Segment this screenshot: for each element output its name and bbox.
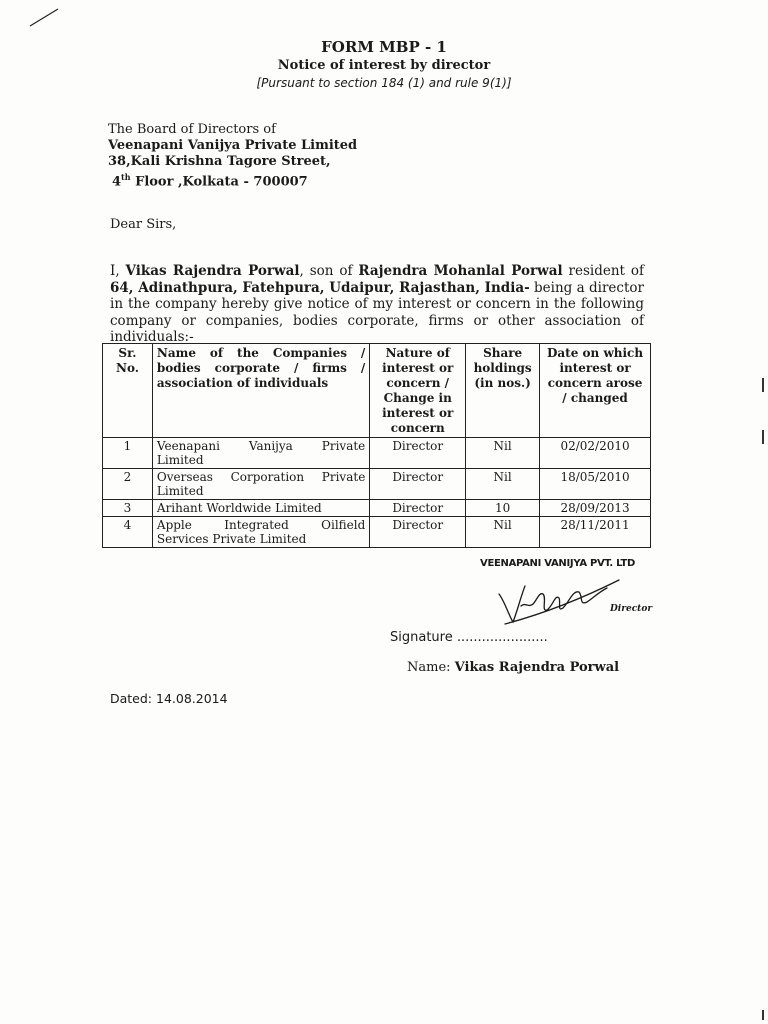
cell-date: 28/11/2011 [540,517,651,548]
company-stamp: VEENAPANI VANIJYA PVT. LTD [480,558,636,569]
name-line: Name: Vikas Rajendra Porwal [407,660,620,675]
cell-sr: 1 [103,438,153,469]
stamp-role: Director [610,604,653,614]
address-floor: 4th Floor ,Kolkata - 700007 [112,172,308,190]
col-header-name: Name of the Companies / bodies corporate / firms / association of individuals [152,344,369,438]
cell-sr: 2 [103,469,153,500]
cell-shares: Nil [466,438,540,469]
signature-label: Signature ...................... [390,630,548,645]
cell-name: Arihant Worldwide Limited [152,500,369,517]
intro-paragraph: I, Vikas Rajendra Porwal, son of Rajendra Mohanlal Porwal resident of 64, Adinathpura, Fatehpura, Udaipur, Rajasthan, India- being a director in the company hereby give notice of my interest or concern in the following company or companies, bodies corporate, firms or other association of individuals:- [110,263,644,345]
signer-name: Vikas Rajendra Porwal [454,660,620,675]
cell-shares: 10 [466,500,540,517]
scan-mark [762,430,764,444]
form-title: FORM MBP - 1 [321,38,447,56]
cell-sr: 4 [103,517,153,548]
table-row [103,517,651,548]
cell-shares: Nil [466,469,540,500]
col-header-shares: Share holdings (in nos.) [466,344,540,438]
scan-mark [762,378,764,392]
form-pursuant: [Pursuant to section 184 (1) and rule 9(1)] [256,76,512,90]
address-line-1: The Board of Directors of [108,122,276,137]
handwritten-signature [495,572,625,630]
col-header-date: Date on which interest or concern arose / changed [540,344,651,438]
salutation: Dear Sirs, [110,217,177,232]
cell-shares: Nil [466,517,540,548]
cell-date: 18/05/2010 [540,469,651,500]
residence-address: 64, Adinathpura, Fatehpura, Udaipur, Rajasthan, India- [110,279,530,296]
cell-nature: Director [370,500,466,517]
cell-name: Overseas Corporation Private Limited [152,469,369,500]
address-company: Veenapani Vanijya Private Limited [108,138,358,153]
cell-sr: 3 [103,500,153,517]
table-row [103,500,651,517]
table-header-row [103,344,651,438]
cell-name: Apple Integrated Oilfield Services Private Limited [152,517,369,548]
cell-nature: Director [370,438,466,469]
interest-table [102,343,651,548]
dated: Dated: 14.08.2014 [110,691,228,706]
address-street: 38,Kali Krishna Tagore Street, [108,154,331,169]
cell-date: 02/02/2010 [540,438,651,469]
cell-nature: Director [370,517,466,548]
form-subtitle: Notice of interest by director [277,58,491,73]
col-header-sr: Sr. No. [103,344,153,438]
pen-mark [28,6,60,28]
table-row [103,438,651,469]
cell-name: Veenapani Vanijya Private Limited [152,438,369,469]
cell-nature: Director [370,469,466,500]
scan-mark [762,1010,764,1020]
table-row [103,469,651,500]
director-name: Vikas Rajendra Porwal [125,263,300,279]
cell-date: 28/09/2013 [540,500,651,517]
col-header-nature: Nature of interest or concern / Change in interest or concern [370,344,466,438]
father-name: Rajendra Mohanlal Porwal [358,263,563,279]
